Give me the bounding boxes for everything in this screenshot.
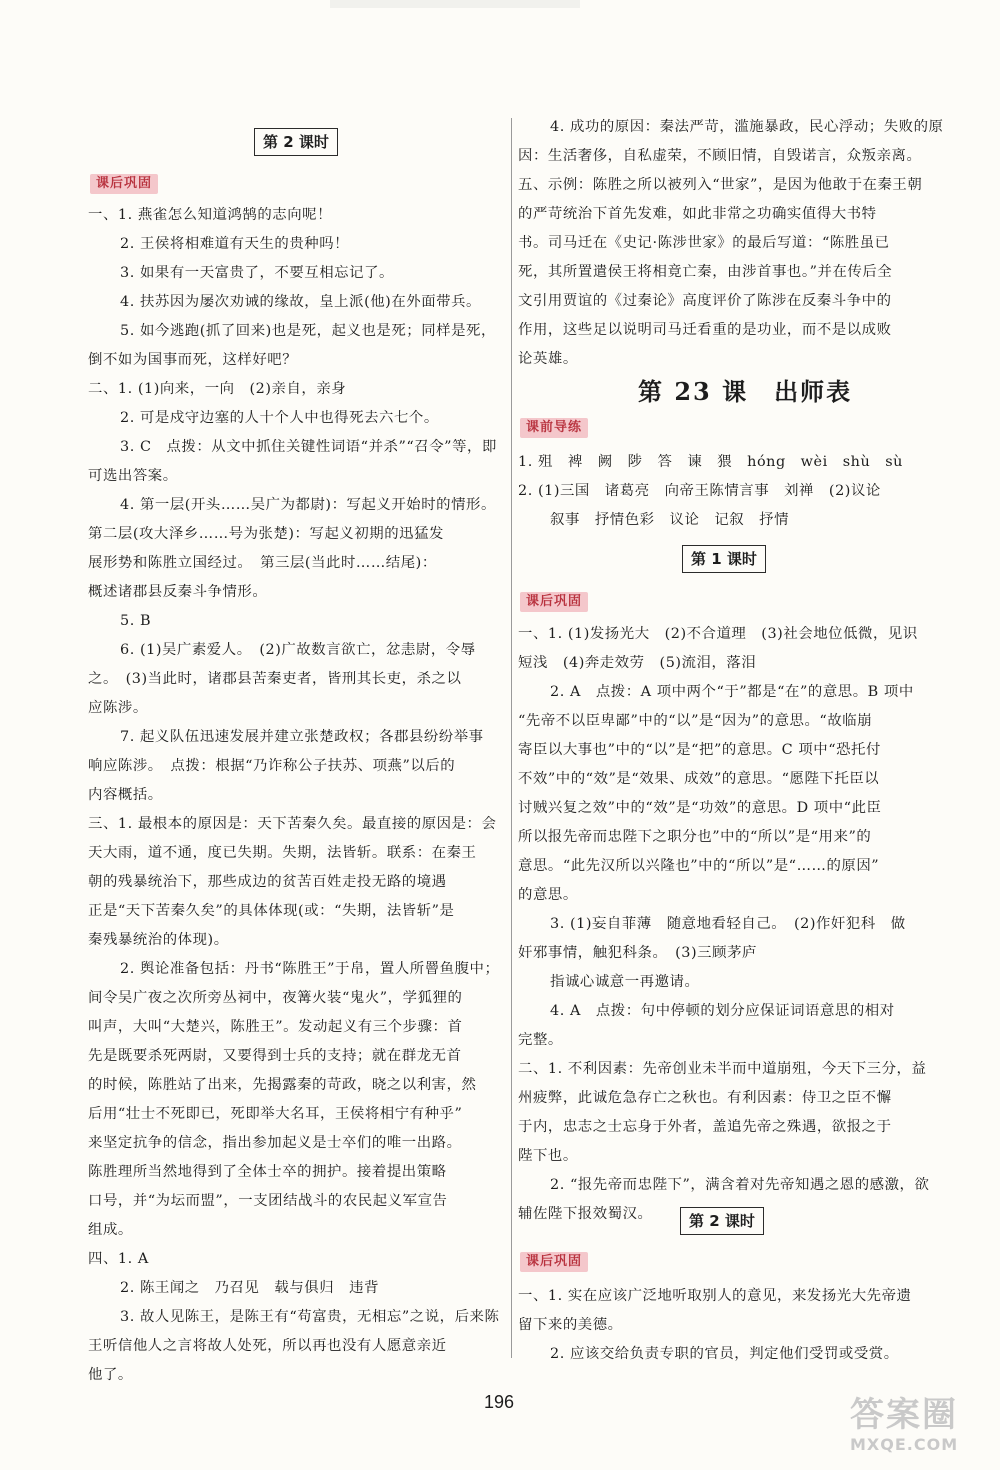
site-watermark <box>850 1395 990 1465</box>
text-line: 辅佐陛下报效蜀汉。 <box>518 1206 653 1222</box>
text-line: 3. (1)妄自菲薄 随意地看轻自己。 (2)作奸犯科 做 <box>550 916 906 932</box>
text-line: 2. 舆论准备包括：丹书“陈胜王”于帛，置人所罾鱼腹中； <box>120 961 500 977</box>
text-line: 三、1. 最根本的原因是：天下苦秦久矣。最直接的原因是：会 <box>88 816 497 832</box>
text-line: 一、1. (1)发扬光大 (2)不合道理 (3)社会地位低微，见识 <box>518 626 918 642</box>
text-line: 后用“壮士不死即已，死即举大名耳，王侯将相宁有种乎” <box>88 1106 463 1122</box>
text-line: 的严苛统治下首先发难，如此非常之功确实值得大书特 <box>518 206 877 222</box>
text-line: 4. 扶苏因为屡次劝诫的缘故，皇上派(他)在外面带兵。 <box>120 294 481 310</box>
text-line: 5. B <box>120 613 152 629</box>
text-line: 寄臣以大事也”中的“以”是“把”的意思。C 项中“恐托付 <box>518 742 881 758</box>
section-heading-lesson-2-right: 第 2 课时 <box>680 1207 764 1235</box>
watermark-url: MXQE.COM <box>850 1435 959 1454</box>
text-line: 一、1. 实在应该广泛地听取别人的意见，来发扬光大先帝遗 <box>518 1288 912 1304</box>
tag-after-class-2: 课后巩固 <box>520 1252 588 1272</box>
text-line: 他了。 <box>88 1367 133 1383</box>
text-line: 3. 如果有一天富贵了，不要互相忘记了。 <box>120 265 394 281</box>
text-line: 正是“天下苦秦久矣”的具体体现(或：“失期，法皆斩”是 <box>88 903 455 919</box>
text-line: 因：生活奢侈，自私虚荣，不顾旧情，自毁诺言，众叛亲离。 <box>518 148 922 164</box>
text-line: 2. 陈王闻之 乃召见 载与俱归 违背 <box>120 1280 380 1296</box>
tag-pre-class: 课前导练 <box>520 418 588 438</box>
text-line: 2. A 点拨：A 项中两个“于”都是“在”的意思。B 项中 <box>550 684 914 700</box>
text-line: “先帝不以臣卑鄙”中的“以”是“因为”的意思。“故临崩 <box>518 713 873 729</box>
page-number: 196 <box>484 1392 515 1412</box>
text-line: 组成。 <box>88 1222 133 1238</box>
text-line: 应陈涉。 <box>88 700 148 716</box>
text-line: 4. 第一层(开头……吴广为都尉)：写起义开始时的情形。 <box>120 497 496 513</box>
text-line: 倒不如为国事而死，这样好吧？ <box>88 352 298 368</box>
left-answer-list <box>88 201 508 1390</box>
text-line: 陈胜理所当然地得到了全体士卒的拥护。接着提出策略 <box>88 1164 447 1180</box>
tag-after-class-1: 课后巩固 <box>520 592 588 612</box>
text-line: 陛下也。 <box>518 1148 578 1164</box>
text-line: 奸邪事情，触犯科条。 (3)三顾茅庐 <box>518 945 757 961</box>
pre-class-answers <box>518 448 918 535</box>
text-line: 来坚定抗争的信念，指出参加起义是士卒们的唯一出路。 <box>88 1135 462 1151</box>
text-line: 2. 可是戍守边塞的人十个人中也得死去六七个。 <box>120 410 439 426</box>
text-line: 5. 如今逃跑(抓了回来)也是死，起义也是死；同样是死， <box>120 323 496 339</box>
text-line: 口号，并“为坛而盟”，一支团结战斗的农民起义军宣告 <box>88 1193 448 1209</box>
watermark-logo: 答案圈 <box>850 1395 958 1435</box>
text-line: 2. (1)三国 诸葛亮 向帝王陈情言事 刘禅 (2)议论 <box>518 483 881 499</box>
right-answer-list-mid <box>518 620 930 1229</box>
text-line: 完整。 <box>518 1032 563 1048</box>
text-line: 6. (1)吴广素爱人。 (2)广故数言欲亡，忿恚尉，令辱 <box>120 642 476 658</box>
text-line: 秦残暴统治的体现)。 <box>88 932 229 948</box>
tag-after-class: 课后巩固 <box>90 174 158 194</box>
text-line: 朝的残暴统治下，那些成边的贫苦百姓走投无路的境遇 <box>88 874 447 890</box>
text-line: 4. 成功的原因：秦法严苛，滥施暴政，民心浮动；失败的原 <box>550 119 944 135</box>
section-heading-lesson-1: 第 1 课时 <box>682 545 766 573</box>
text-line: 2. 应该交给负责专职的官员，判定他们受罚或受赏。 <box>550 1346 899 1362</box>
text-line: 书。司马迁在《史记·陈涉世家》的最后写道：“陈胜虽已 <box>518 235 890 251</box>
text-line: 第二层(攻大泽乡……号为张楚)：写起义初期的迅猛发 <box>88 526 444 542</box>
text-line: 2. 王侯将相难道有天生的贵种吗！ <box>120 236 350 252</box>
text-line: 响应陈涉。 点拨：根据“乃诈称公子扶苏、项燕”以后的 <box>88 758 456 774</box>
text-line: 死，其所置遣侯王将相竟亡秦，由涉首事也。”并在传后全 <box>518 264 893 280</box>
column-divider <box>511 118 512 1358</box>
section-heading-lesson-2: 第 2 课时 <box>254 128 338 156</box>
scan-artifact <box>330 0 580 8</box>
text-line: 于内，忠志之士忘身于外者，盖追先帝之殊遇，欲报之于 <box>518 1119 892 1135</box>
right-answer-list-bottom <box>518 1282 918 1369</box>
text-line: 的时候，陈胜站了出来，先揭露秦的苛政，晓之以利害，然 <box>88 1077 477 1093</box>
text-line: 作用，这些足以说明司马迁看重的是功业，而不是以成败 <box>518 322 892 338</box>
text-line: 的意思。 <box>518 887 578 903</box>
text-line: 一、1. 燕雀怎么知道鸿鹄的志向呢！ <box>88 207 333 223</box>
text-line: 论英雄。 <box>518 351 578 367</box>
text-line: 意思。“此先汉所以兴隆也”中的“所以”是“……的原因” <box>518 858 880 874</box>
text-line: 不效”中的“效”是“效果、成效”的意思。“愿陛下托臣以 <box>518 771 880 787</box>
text-line: 1. 殂 裨 阙 陟 答 谏 猥 hóng wèi shù sù <box>518 454 903 470</box>
text-line: 短浅 (4)奔走效劳 (5)流泪，落泪 <box>518 655 757 671</box>
text-line: 留下来的美德。 <box>518 1317 623 1333</box>
text-line: 3. C 点拨：从文中抓住关键性词语“并杀”“召令”等，即 <box>120 439 497 455</box>
text-line: 2. “报先帝而忠陛下”，满含着对先帝知遇之恩的感激，欲 <box>550 1177 930 1193</box>
text-line: 王听信他人之言将故人处死，所以再也没有人愿意亲近 <box>88 1338 447 1354</box>
text-line: 讨贼兴复之效”中的“效”是“功效”的意思。D 项中“此臣 <box>518 800 882 816</box>
text-line: 展形势和陈胜立国经过。 第三层(当此时……结尾)： <box>88 555 437 571</box>
text-line: 所以报先帝而忠陛下之职分也”中的“所以”是“用来”的 <box>518 829 872 845</box>
text-line: 之。 (3)当此时，诸郡县苦秦吏者，皆刑其长吏，杀之以 <box>88 671 462 687</box>
lesson-title: 第 23 课 出师表 <box>638 377 853 406</box>
text-line: 二、1. 不利因素：先帝创业未半而中道崩殂，今天下三分，益 <box>518 1061 927 1077</box>
text-line: 文引用贾谊的《过秦论》高度评价了陈涉在反秦斗争中的 <box>518 293 892 309</box>
text-line: 四、1. A <box>88 1251 149 1267</box>
text-line: 4. A 点拨：句中停顿的划分应保证词语意思的相对 <box>550 1003 895 1019</box>
text-line: 7. 起义队伍迅速发展并建立张楚政权；各郡县纷纷举事 <box>120 729 484 745</box>
text-line: 间令吴广夜之次所旁丛祠中，夜篝火装“鬼火”，学狐狸的 <box>88 990 463 1006</box>
text-line: 先是既要杀死两尉，又要得到士兵的支持；就在群龙无首 <box>88 1048 462 1064</box>
text-line: 二、1. (1)向来，一向 (2)亲自，亲身 <box>88 381 347 397</box>
text-line: 指诚心诚意一再邀请。 <box>550 974 700 990</box>
text-line: 州疲弊，此诚危急存亡之秋也。有利因素：侍卫之臣不懈 <box>518 1090 892 1106</box>
text-line: 五、示例：陈胜之所以被列入“世家”，是因为他敢于在秦王朝 <box>518 177 923 193</box>
right-answer-list-top <box>518 113 944 374</box>
text-line: 内容概括。 <box>88 787 163 803</box>
text-line: 可选出答案。 <box>88 468 178 484</box>
text-line: 天大雨，道不通，度已失期。失期，法皆斩。联系：在秦王 <box>88 845 477 861</box>
text-line: 叙事 抒情色彩 议论 记叙 抒情 <box>550 512 790 528</box>
text-line: 3. 故人见陈王，是陈王有“苟富贵，无相忘”之说，后来陈 <box>120 1309 500 1325</box>
text-line: 叫声，大叫“大楚兴，陈胜王”。发动起义有三个步骤：首 <box>88 1019 463 1035</box>
text-line: 概述诸郡县反秦斗争情形。 <box>88 584 268 600</box>
